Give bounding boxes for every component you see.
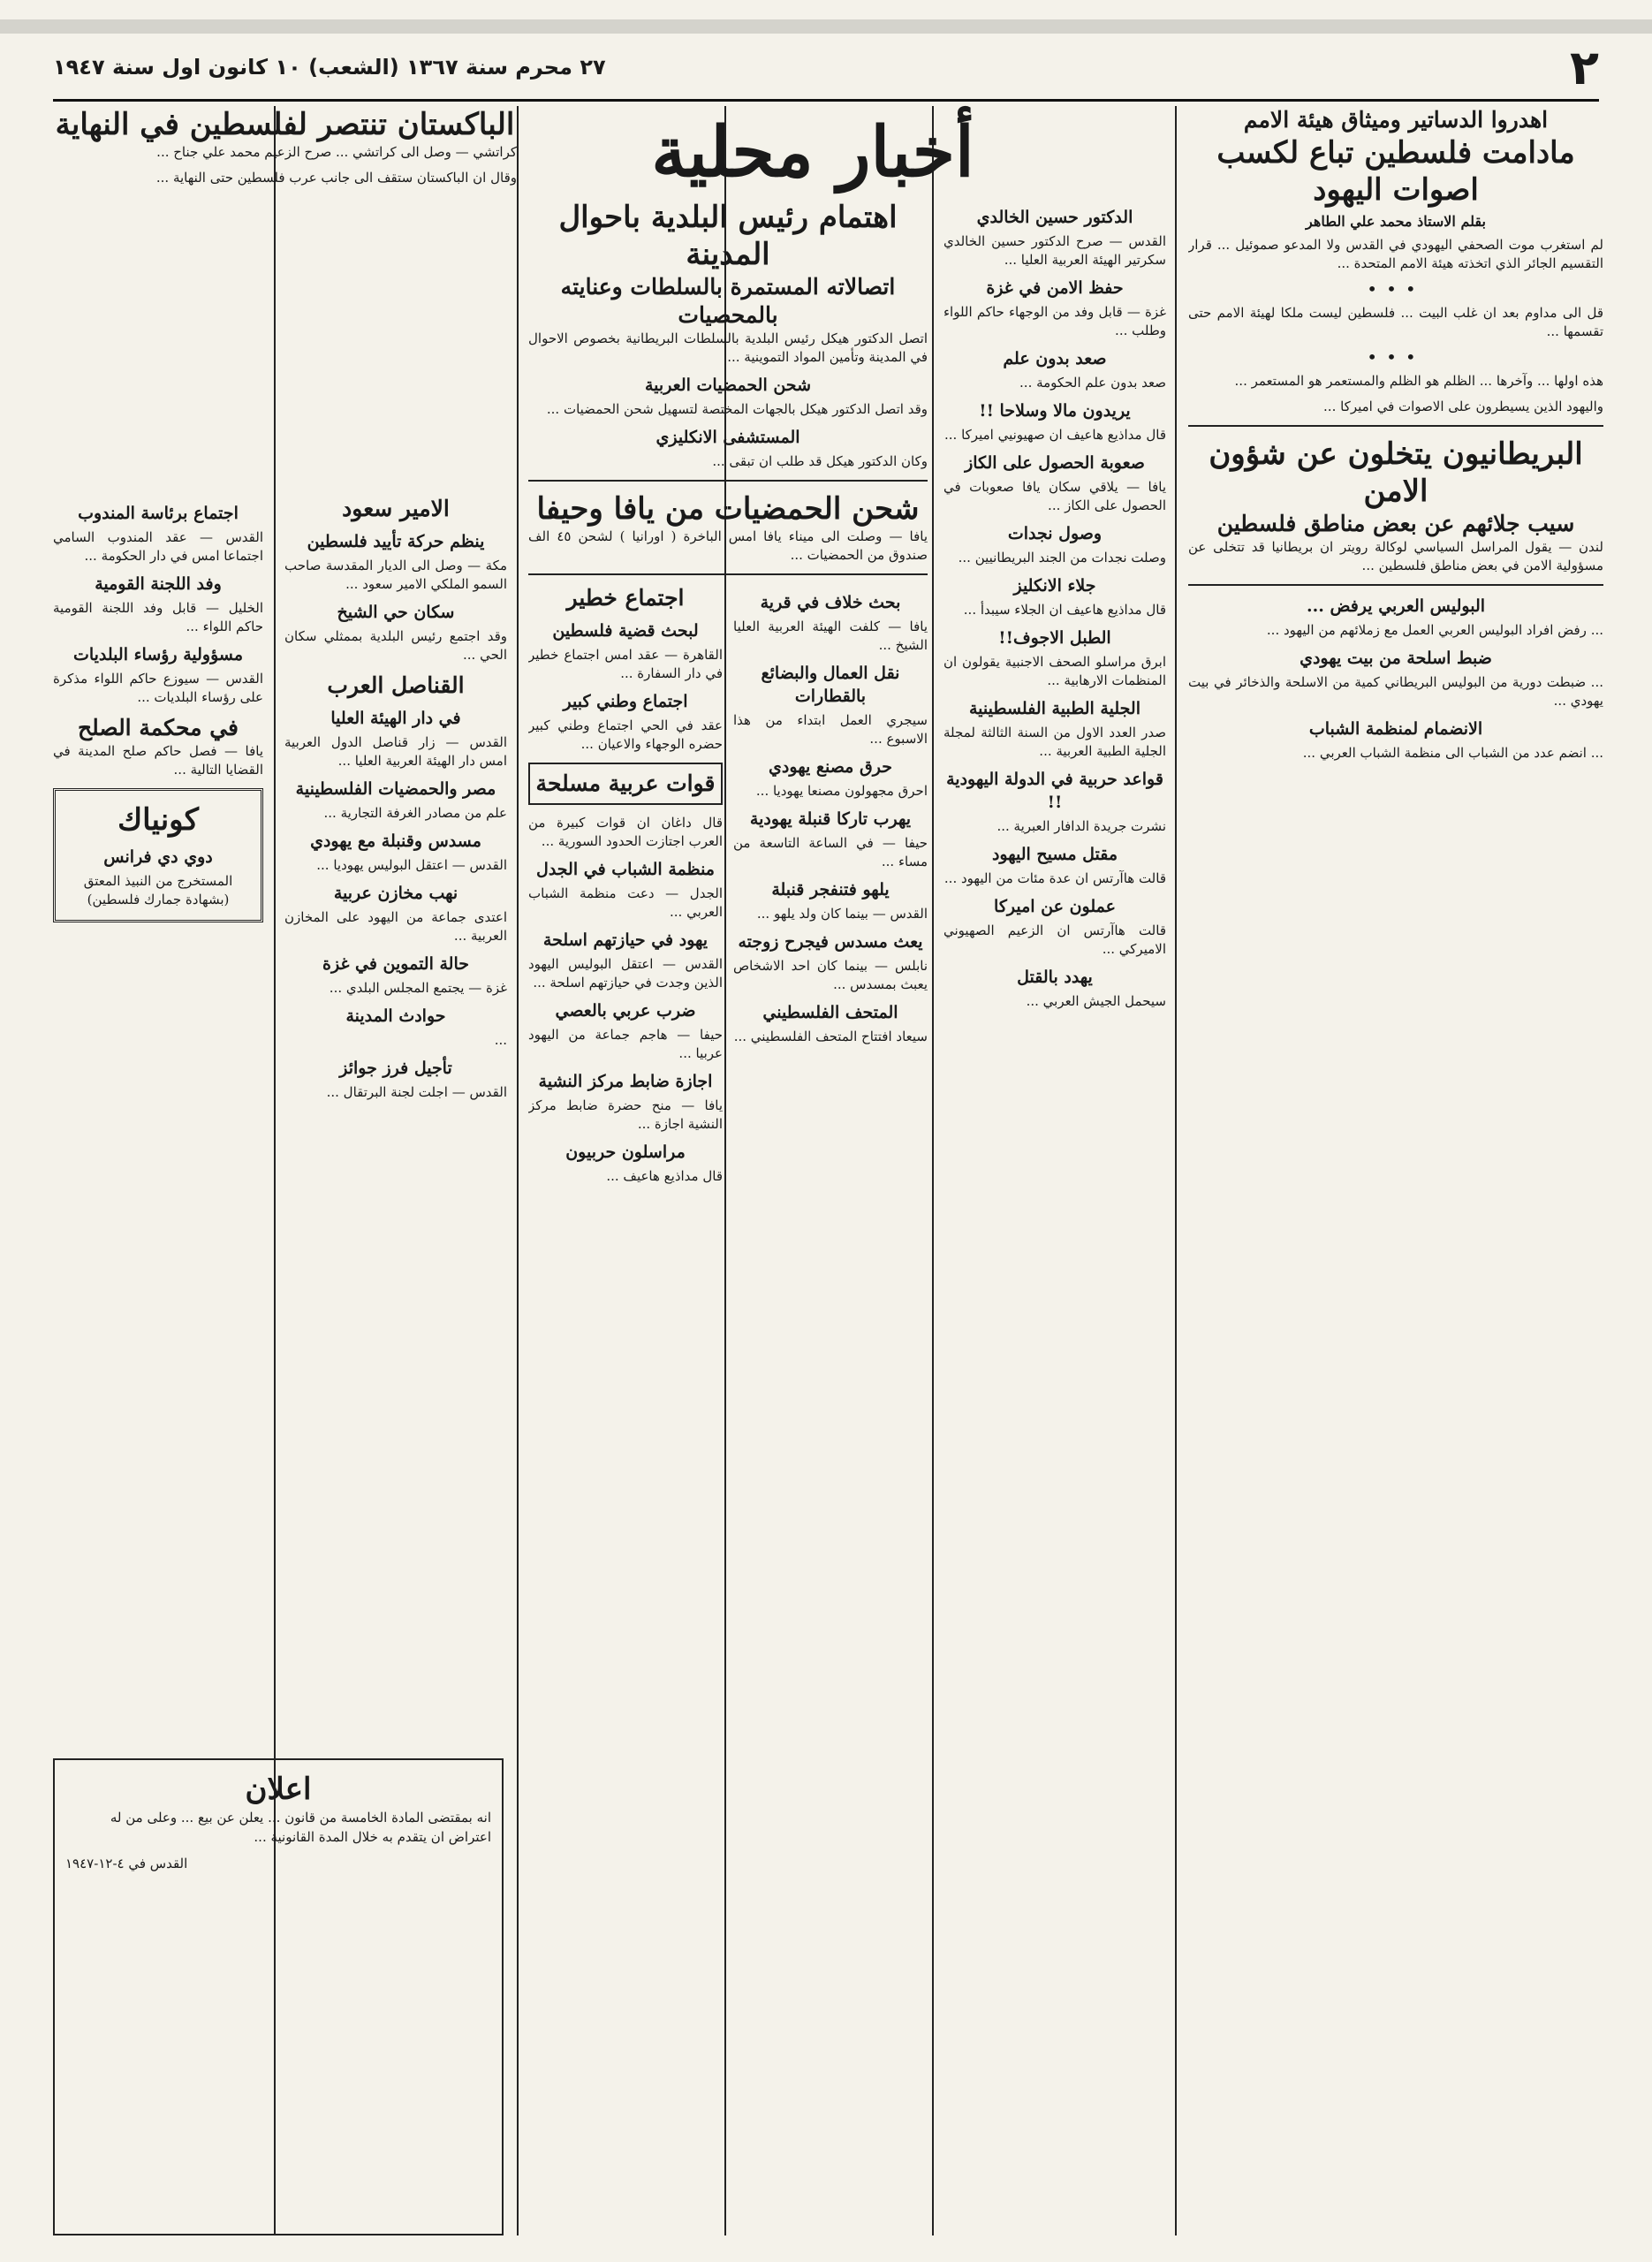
headline: حوادث المدينة bbox=[345, 1006, 446, 1026]
headline: اهتمام رئيس البلدية باحوال المدينة bbox=[558, 200, 898, 272]
column-center-right bbox=[943, 199, 1166, 2235]
article-text: وصلت نجدات من الجند البريطانيين ... bbox=[958, 550, 1166, 566]
headline: قوات عربية مسلحة bbox=[535, 770, 716, 796]
headline: يهود في حيازتهم اسلحة bbox=[542, 930, 709, 950]
article-text: صدر العدد الاول من السنة الثالثة لمجلة الجلية الطبية العربية ... bbox=[943, 725, 1166, 759]
masthead bbox=[53, 35, 1599, 102]
article-text: القدس — اعتقل البوليس يهوديا ... bbox=[316, 857, 507, 873]
headline: اتصالاته المستمرة بالسلطات وعنايته بالمحصيات bbox=[560, 274, 896, 328]
article-text: قال داغان ان قوات كبيرة من العرب اجتازت الحدود السورية ... bbox=[528, 815, 723, 849]
article-text: صعد بدون علم الحكومة ... bbox=[1019, 375, 1166, 391]
headline: تأجيل فرز جوائز bbox=[339, 1059, 452, 1078]
headline: ينظم حركة تأييد فلسطين bbox=[307, 532, 485, 551]
notice-body: انه بمقتضى المادة الخامسة من قانون ... يعلن عن بيع ... وعلى من له اعتراض ان يتقدم به خلال المدة القانونية ... bbox=[110, 1810, 491, 1845]
headline: اجتماع وطني كبير bbox=[563, 692, 688, 711]
article-text: قال مداذيع هاعيف ان صهيونيي اميركا ... bbox=[944, 427, 1166, 443]
article-text: لندن — يقول المراسل السياسي لوكالة رويتر ان بريطانيا قد تتخلى عن مسؤولية الامن في بعض مناطق فلسطين ... bbox=[1188, 539, 1603, 573]
byline: بقلم الاستاذ محمد علي الطاهر bbox=[1306, 213, 1486, 230]
headline: الامير سعود bbox=[342, 496, 450, 521]
headline: عملون عن اميركا bbox=[994, 897, 1116, 916]
article-text: اتصل الدكتور هيكل رئيس البلدية بالسلطات البريطانية بخصوص الاحوال في المدينة وتأمين المواد التموينية ... bbox=[528, 330, 928, 365]
article-text: يافا — وصلت الى ميناء يافا امس الباخرة ( اورانيا ) لشحن ٤٥ الف صندوق من الحمضيات ... bbox=[528, 528, 928, 563]
headline: وفد اللجنة القومية bbox=[95, 574, 222, 594]
headline: حالة التموين في غزة bbox=[322, 954, 469, 974]
article-text: مكة — وصل الى الديار المقدسة صاحب السمو الملكي الامير سعود ... bbox=[284, 558, 507, 592]
column-rule bbox=[932, 106, 934, 2235]
headline: حفظ الامن في غزة bbox=[986, 278, 1124, 298]
article-text: ... ضبطت دورية من البوليس البريطاني كمية من الاسلحة والذخائر في بيت يهودي ... bbox=[1188, 674, 1603, 709]
headline: المتحف الفلسطيني bbox=[762, 1003, 898, 1022]
headline: مقتل مسيح اليهود bbox=[991, 845, 1118, 864]
headline: سكان حي الشيخ bbox=[337, 603, 455, 622]
article-text: سيحمل الجيش العربي ... bbox=[1026, 993, 1166, 1009]
article-text: يافا — فصل حاكم صلح المدينة في القضايا التالية ... bbox=[53, 743, 263, 778]
article-text: نشرت جريدة الدافار العبرية ... bbox=[997, 818, 1166, 834]
headline: البوليس العربي يرفض ... bbox=[1306, 596, 1486, 616]
ad-line: دوي دي فرانس bbox=[103, 847, 213, 867]
article-text: قالت هاآرتس ان عدة مئات من اليهود ... bbox=[943, 870, 1166, 886]
article-text: ... رفض افراد البوليس العربي العمل مع زملائهم من اليهود ... bbox=[1266, 622, 1603, 638]
headline: اجتماع خطير bbox=[566, 585, 685, 611]
headline: صعوبة الحصول على الكاز bbox=[965, 453, 1145, 473]
headline: الباكستان تنتصر لفلسطين في النهاية bbox=[55, 107, 515, 142]
headline: مراسلون حربيون bbox=[565, 1142, 686, 1162]
article-text: قل الى مداوم بعد ان غلب البيت ... فلسطين ليست ملكا لهيئة الامم حتى تقسمها ... bbox=[1188, 305, 1603, 339]
headline: الانضمام لمنظمة الشباب bbox=[1308, 719, 1483, 739]
headline: ضبط اسلحة من بيت يهودي bbox=[1300, 649, 1492, 668]
dateline: ٢٧ محرم سنة ١٣٦٧ (الشعب) ١٠ كانون اول سنة ١٩٤٧ bbox=[53, 55, 606, 80]
headline: الدكتور حسين الخالدي bbox=[976, 208, 1133, 227]
headline: مسؤولية رؤساء البلديات bbox=[72, 645, 244, 664]
article-text: ابرق مراسلو الصحف الاجنبية يقولون ان المنظمات الارهابية ... bbox=[943, 654, 1166, 688]
ad-title: كونياك bbox=[117, 802, 199, 838]
headline: مادامت فلسطين تباع لكسب اصوات اليهود bbox=[1216, 135, 1575, 208]
article-text: القدس — صرح الدكتور حسين الخالدي سكرتير الهيئة العربية العليا ... bbox=[943, 233, 1166, 268]
headline: في دار الهيئة العليا bbox=[330, 709, 461, 728]
column-right: اهدروا الدساتير وميثاق هيئة الامم مادامت فلسطين تباع لكسب اصوات اليهود بقلم الاستاذ محمد علي الطاهر لم استغرب موت الصحفي اليهودي في القدس ولا المدعو صموئيل ... قرار التقسيم الجائر الذي اتخذته هيئة الامم المتحدة ... ••• قل الى مداوم بعد ان غلب البيت ... فلسطين ليست ملكا لهيئة الامم حتى تقسمها ... ••• هذه اولها ... وآخرها ... الظلم هو الظلم والمستعمر هو المستعمر ... واليهود الذين يسيطرون على الاصوات في اميركا ... البريطانيون يتخلون عن شؤون الامن سيب جلائهم عن بعض مناطق فلسطين لندن — يقول المراسل السياسي لوكالة رويتر ان بريطانيا قد تتخلى عن مسؤولية الامن في بعض مناطق فلسطين ... البوليس العربي يرفض ... ... رفض افراد البوليس العربي العمل مع زملائهم من اليهود ... ضبط اسلحة من بيت يهودي ... ضبطت دورية من البوليس البريطاني كمية من الاسلحة والذخائر في بيت يهودي ... الانضمام لمنظمة الشباب ... انضم عدد من الشباب الى منظمة الشباب العربي ... bbox=[1188, 107, 1603, 761]
article-text: واليهود الذين يسيطرون على الاصوات في اميركا ... bbox=[1323, 399, 1603, 414]
headline: لبحث قضية فلسطين bbox=[552, 621, 699, 641]
headline: شحن الحمضيات العربية bbox=[644, 376, 811, 395]
article-text: ... انضم عدد من الشباب الى منظمة الشباب العربي ... bbox=[1302, 745, 1603, 761]
headline: نهب مخازن عربية bbox=[333, 884, 458, 903]
headline: جلاء الانكليز bbox=[1013, 576, 1096, 596]
headline: الطبل الاجوف!! bbox=[998, 628, 1111, 648]
article-text: قال مداذيع هاعيف ... bbox=[606, 1168, 723, 1184]
article-text: القدس — زار قناصل الدول العربية امس دار الهيئة العربية العليا ... bbox=[284, 734, 507, 769]
headline: ضرب عربي بالعصي bbox=[555, 1001, 696, 1021]
article-text: يافا — منح حضرة ضابط مركز النشية اجازة ... bbox=[528, 1097, 723, 1132]
article-text: وقد اتصل الدكتور هيكل بالجهات المختصة لتسهيل شحن الحمضيات ... bbox=[546, 401, 928, 417]
article-text: كراتشي — وصل الى كراتشي ... صرح الزعيم محمد علي جناح ... bbox=[156, 144, 517, 160]
article-text: وقد اجتمع رئيس البلدية بممثلي سكان الحي ... bbox=[284, 628, 507, 663]
headline: مسدس وقنبلة مع يهودي bbox=[310, 831, 481, 851]
headline: مصر والحمضيات الفلسطينية bbox=[295, 779, 496, 799]
article-text: القدس — اعتقل البوليس اليهود الذين وجدت في حيازتهم اسلحة ... bbox=[528, 956, 723, 991]
article-text: عقد في الحي اجتماع وطني كبير حضره الوجهاء والاعيان ... bbox=[528, 717, 723, 752]
legal-notice bbox=[53, 1758, 504, 2235]
article-text: القدس — سيوزع حاكم اللواء مذكرة على رؤساء البلديات ... bbox=[53, 671, 263, 705]
page-number: ٢ bbox=[1570, 39, 1599, 95]
headline: البريطانيون يتخلون عن شؤون الامن bbox=[1209, 436, 1583, 509]
headline: القناصل العرب bbox=[327, 672, 465, 698]
column-center bbox=[528, 199, 928, 2235]
ad-line: المستخرج من النبيذ المعتق bbox=[83, 873, 233, 889]
article-text: علم من مصادر الغرفة التجارية ... bbox=[323, 805, 507, 821]
ad-line: (بشهادة جمارك فلسطين) bbox=[87, 892, 230, 907]
headline: اجتماع برئاسة المندوب bbox=[78, 504, 239, 523]
boxed-headline bbox=[528, 763, 723, 805]
column-rule bbox=[1175, 106, 1177, 2235]
headline: اهدروا الدساتير وميثاق هيئة الامم bbox=[1243, 107, 1549, 133]
headline: صعد بدون علم bbox=[1003, 349, 1107, 368]
headline: نقل العمال والبضائع بالقطارات bbox=[761, 664, 900, 706]
article-text: قال مداذيع هاعيف ان الجلاء سيبدأ ... bbox=[963, 602, 1166, 618]
article-text: هذه اولها ... وآخرها ... الظلم هو الظلم والمستعمر هو المستعمر ... bbox=[1234, 373, 1603, 389]
headline: المستشفى الانكليزي bbox=[655, 428, 800, 447]
headline: حرق مصنع يهودي bbox=[769, 757, 892, 777]
headline: وصول نجدات bbox=[1007, 524, 1103, 543]
article-text: غزة — يجتمع المجلس البلدي ... bbox=[329, 980, 507, 996]
article-text: حيفا — في الساعة التاسعة من مساء ... bbox=[733, 835, 928, 869]
article-text: سيجري العمل ابتداء من هذا الاسبوع ... bbox=[733, 712, 928, 747]
section-title: أخبار محلية bbox=[651, 112, 974, 193]
top-strip bbox=[0, 19, 1652, 34]
article-text: غزة — قابل وفد من الوجهاء حاكم اللواء وطلب ... bbox=[943, 304, 1166, 338]
headline: في محكمة الصلح bbox=[77, 715, 239, 740]
headline: بحث خلاف في قرية bbox=[760, 593, 901, 612]
headline: يريدون مالا وسلاحا !! bbox=[979, 401, 1131, 421]
article-text: حيفا — هاجم جماعة من اليهود عربيا ... bbox=[528, 1027, 723, 1061]
headline: اجازة ضابط مركز النشية bbox=[538, 1072, 713, 1091]
headline: قواعد حربية في الدولة اليهودية !! bbox=[946, 770, 1163, 812]
article-text: احرق مجهولون مصنعا يهوديا ... bbox=[755, 783, 928, 799]
headline: شحن الحمضيات من يافا وحيفا bbox=[536, 491, 920, 527]
article-text: وكان الدكتور هيكل قد طلب ان تبقى ... bbox=[712, 453, 928, 469]
article-text: سيعاد افتتاح المتحف الفلسطيني ... bbox=[733, 1029, 928, 1044]
article-text: يافا — يلاقي سكان يافا صعوبات في الحصول على الكاز ... bbox=[943, 479, 1166, 513]
headline: منظمة الشباب في الجدل bbox=[536, 860, 715, 879]
article-text: اعتدى جماعة من اليهود على المخازن العربية ... bbox=[284, 909, 507, 944]
article-text: قالت هاآرتس ان الزعيم الصهيوني الاميركي ... bbox=[943, 922, 1166, 957]
headline: يهدد بالقتل bbox=[1017, 968, 1093, 987]
headline: يعث مسدس فيجرح زوجته bbox=[738, 932, 923, 952]
headline: يلهو فتنفجر قنبلة bbox=[771, 880, 890, 899]
column-rule bbox=[517, 106, 519, 2235]
article-text: القدس — بينما كان ولد يلهو ... bbox=[756, 906, 928, 922]
headline: سيب جلائهم عن بعض مناطق فلسطين bbox=[1216, 511, 1575, 536]
article-text: وقال ان الباكستان ستقف الى جانب عرب فلسطين حتى النهاية ... bbox=[155, 170, 517, 186]
notice-title: اعلان bbox=[245, 1772, 312, 1807]
article-text: القدس — اجلت لجنة البرتقال ... bbox=[326, 1084, 507, 1100]
headline: يهرب تاركا قنبلة يهودية bbox=[749, 809, 912, 829]
article-text: القدس — عقد المندوب السامي اجتماعا امس في دار الحكومة ... bbox=[53, 529, 263, 564]
article-text: الخليل — قابل وفد اللجنة القومية حاكم اللواء ... bbox=[53, 600, 263, 634]
advertisement bbox=[53, 788, 263, 922]
article-text: لم استغرب موت الصحفي اليهودي في القدس ولا المدعو صموئيل ... قرار التقسيم الجائر الذي اتخذته هيئة الامم المتحدة ... bbox=[1188, 237, 1603, 271]
article-text: يافا — كلفت الهيئة العربية العليا الشيخ ... bbox=[733, 619, 928, 653]
article-text: الجدل — دعت منظمة الشباب العربي ... bbox=[528, 885, 723, 920]
notice-sign: القدس في ٤-١٢-١٩٤٧ bbox=[65, 1856, 188, 1871]
article-text: نابلس — بينما كان احد الاشخاص يعبث بمسدس ... bbox=[733, 958, 928, 992]
article-text: القاهرة — عقد امس اجتماع خطير في دار السفارة ... bbox=[528, 647, 723, 681]
headline: الجلية الطبية الفلسطينية bbox=[969, 699, 1140, 718]
article-text: ... bbox=[494, 1032, 507, 1048]
